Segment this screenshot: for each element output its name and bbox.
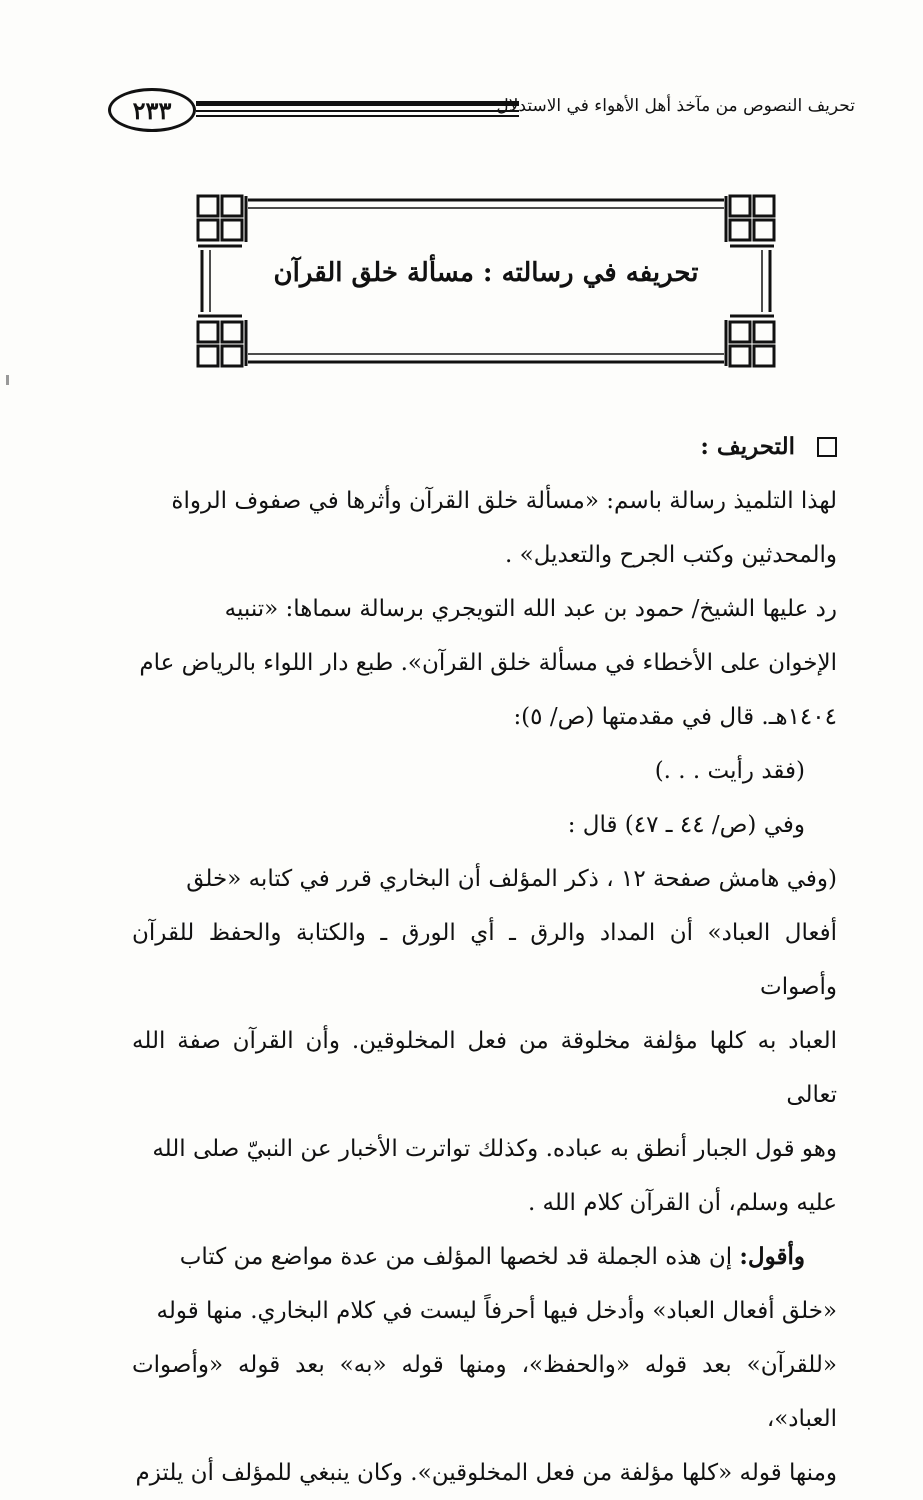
text-line: (فقد رأيت . . .) bbox=[654, 758, 805, 784]
header-rule-thin bbox=[196, 110, 519, 112]
text-line: ١٤٠٤هـ. قال في مقدمتها (ص/ ٥): bbox=[513, 704, 837, 730]
header-rule-thick bbox=[196, 101, 519, 106]
scan-mark bbox=[6, 375, 9, 385]
text-line: (وفي هامش صفحة ١٢ ، ذكر المؤلف أن البخاري قرر في كتابه «خلق bbox=[186, 866, 837, 892]
text-line: وفي (ص/ ٤٤ ـ ٤٧) قال : bbox=[567, 812, 805, 838]
reply-line bbox=[132, 1230, 837, 1284]
running-title: تحريف النصوص من مآخذ أهل الأهواء في الاستدلال bbox=[496, 96, 855, 116]
text-line: الإخوان على الأخطاء في مسألة خلق القرآن». طبع دار اللواء بالرياض عام bbox=[139, 650, 837, 676]
body-text bbox=[132, 420, 837, 1500]
section-heading bbox=[132, 420, 837, 474]
text-line: «للقرآن» بعد قوله «والحفظ»، ومنها قوله «به» بعد قوله «وأصوات العباد»، bbox=[132, 1352, 837, 1432]
title-frame bbox=[190, 190, 782, 372]
reply-label: وأقول: bbox=[739, 1243, 805, 1270]
page-number: ٢٣٣ bbox=[108, 88, 196, 132]
section-title: تحريفه في رسالته : مسألة خلق القرآن bbox=[273, 258, 699, 288]
text-line: ومنها قوله «كلها مؤلفة من فعل المخلوقين». وكان ينبغي للمؤلف أن يلتزم bbox=[135, 1460, 837, 1486]
text-line: أفعال العباد» أن المداد والرق ـ أي الورق ـ والكتابة والحفظ للقرآن وأصوات bbox=[132, 920, 837, 1000]
text-line: عليه وسلم، أن القرآن كلام الله . bbox=[527, 1190, 837, 1216]
text-line: والمحدثين وكتب الجرح والتعديل» . bbox=[505, 542, 837, 568]
text-line: وهو قول الجبار أنطق به عباده. وكذلك تواترت الأخبار عن النبيّ صلى الله bbox=[152, 1136, 837, 1162]
header-rule-thin bbox=[196, 115, 519, 117]
text-line: لهذا التلميذ رسالة باسم: «مسألة خلق القرآن وأثرها في صفوف الرواة bbox=[171, 488, 837, 514]
text-line: إن هذه الجملة قد لخصها المؤلف من عدة مواضع من كتاب bbox=[179, 1244, 733, 1270]
heading-label: التحريف : bbox=[700, 433, 795, 460]
text-line: العباد به كلها مؤلفة مخلوقة من فعل المخلوقين. وأن القرآن صفة الله تعالى bbox=[132, 1028, 837, 1108]
page-header bbox=[0, 70, 923, 150]
text-line: «خلق أفعال العباد» وأدخل فيها أحرفاً ليست في كلام البخاري. منها قوله bbox=[156, 1298, 837, 1324]
text-line: رد عليها الشيخ/ حمود بن عبد الله التويجري برسالة سماها: «تنبيه bbox=[224, 596, 837, 622]
square-bullet-icon bbox=[817, 437, 837, 457]
